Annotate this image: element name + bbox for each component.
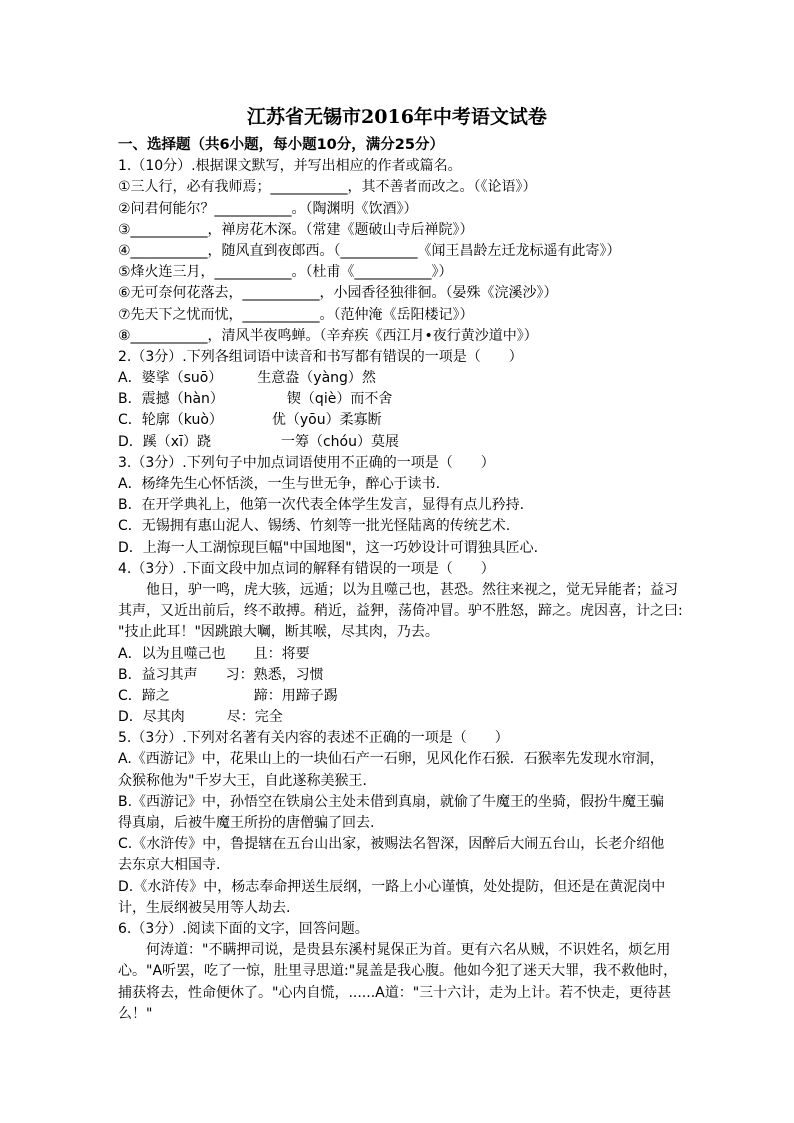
text-line: ⑤烽火连三月，___________。（杜甫《___________》）: [118, 264, 453, 281]
text-line: 众猴称他为"千岁大王，自此遂称美猴王．: [118, 772, 377, 789]
text-line: C．无锡拥有惠山泥人、锡绣、竹刻等一批光怪陆离的传统艺术.: [118, 518, 511, 535]
text-line: A．以为且噬己也 且：将要: [118, 645, 310, 662]
text-line: 计，生辰纲被吴用等人劫去.: [118, 899, 291, 916]
text-line: A．婆挲（suō） 生意盎（yàng）然: [118, 370, 376, 387]
text-line: 么！": [118, 1005, 153, 1022]
text-line: "技止此耳！"因跳踉大㘎，断其喉，尽其肉，乃去。: [118, 624, 439, 641]
text-line: B．益习其声 习：熟悉，习惯: [118, 666, 324, 683]
text-line: C．蹄之 蹄：用蹄子踢: [118, 687, 338, 704]
text-line: 去东京大相国寺.: [118, 857, 221, 874]
section-heading: 一、选择题（共6小题，每小题10分，满分25分）: [118, 137, 444, 153]
text-line: D．尽其肉 尽：完全: [118, 709, 283, 726]
text-line: B．震撼（hàn） 锲（qiè）而不舍: [118, 391, 393, 408]
text-line: B．在开学典礼上，他第一次代表全体学生发言，显得有点儿矜持.: [118, 497, 525, 514]
text-line: ⑧___________，清风半夜鸣蝉。（辛弃疾《西江月•夜行黄沙道中》）: [118, 327, 538, 344]
text-line: 心。"A听罢，吃了一惊，肚里寻思道:"晁盖是我心腹。他如今犯了迷天大罪，我不救他时，: [118, 963, 678, 980]
text-line: ②问君何能尔？___________。（陶渊明《饮酒》）: [118, 200, 418, 217]
text-line: C.《水浒传》中，鲁提辖在五台山出家，被赐法名智深，因醉后大闹五台山，长老介绍他: [118, 836, 665, 853]
text-line: 捕获将去，性命便休了。"心内自慌，......A道："三十六计，走为上计。若不快走，更待甚: [118, 984, 672, 1001]
text-line: B.《西游记》中，孙悟空在铁扇公主处未借到真扇，就偷了牛魔王的坐骑，假扮牛魔王骗: [118, 793, 665, 810]
text-line: ⑦先天下之忧而忧，___________。（范仲淹《岳阳楼记》）: [118, 306, 474, 323]
text-line: 得真扇，后被牛魔王所扮的唐僧骗了回去.: [118, 815, 375, 831]
text-line: 5.（3分）.下列对名著有关内容的表述不正确的一项是（ ）: [118, 730, 509, 747]
text-line: ①三人行，必有我师焉；___________，其不善者而改之。（《论语》）: [118, 179, 537, 196]
text-line: 2.（3分）.下列各组词语中读音和书写都有错误的一项是（ ）: [118, 348, 523, 365]
text-line: 何涛道："不瞒押司说，是贵县东溪村晁保正为首。更有六名从贼，不识姓名，烦乞用: [146, 942, 671, 959]
text-line: D．上海一人工湖惊现巨幅"中国地图"，这一巧妙设计可谓独具匠心.: [118, 539, 539, 556]
text-line: 1.（10分）.根据课文默写，并写出相应的作者或篇名。: [118, 158, 462, 175]
text-line: 6.（3分）.阅读下面的文字，回答问题。: [118, 920, 369, 937]
exam-content: [118, 135, 683, 1025]
text-line: 他日，驴一鸣，虎大骇，远遁；以为且噬己也，甚恐。然往来视之，觉无异能者；益习: [146, 581, 678, 598]
text-line: ④___________，随风直到夜郎西。（___________《闻王昌龄左迁龙标遥有此寄》）: [118, 242, 621, 259]
exam-title: 江苏省无锡市2016年中考语文试卷: [247, 106, 547, 128]
text-line: A．杨绛先生心怀恬淡，一生与世无争，醉心于读书.: [118, 476, 441, 492]
text-line: 3.（3分）.下列句子中加点词语使用不正确的一项是（ ）: [118, 454, 495, 471]
text-line: ⑥无可奈何花落去，___________，小园香径独徘徊。（晏殊《浣溪沙》）: [118, 285, 558, 302]
text-line: ③___________，禅房花木深。（常建《题破山寺后禅院》）: [118, 221, 474, 238]
text-line: D.《水浒传》中，杨志奉命押送生辰纲，一路上小心谨慎，处处提防，但还是在黄泥岗中: [118, 878, 666, 895]
text-line: 其声，又近出前后，终不敢搏。稍近，益狎，荡倚冲冒。驴不胜怒，蹄之。虎因喜，计之曰:: [118, 603, 683, 620]
text-line: 4.（3分）.下面文段中加点词的解释有错误的一项是（ ）: [118, 560, 495, 577]
text-line: C．轮廓（kuò） 优（yōu）柔寡断: [118, 412, 382, 429]
text-line: D．蹊（xī）跷 一筹（chóu）莫展: [118, 433, 399, 450]
text-line: A.《西游记》中，花果山上的一块仙石产一石卵，见风化作石猴．石猴率先发现水帘洞，: [118, 751, 664, 768]
